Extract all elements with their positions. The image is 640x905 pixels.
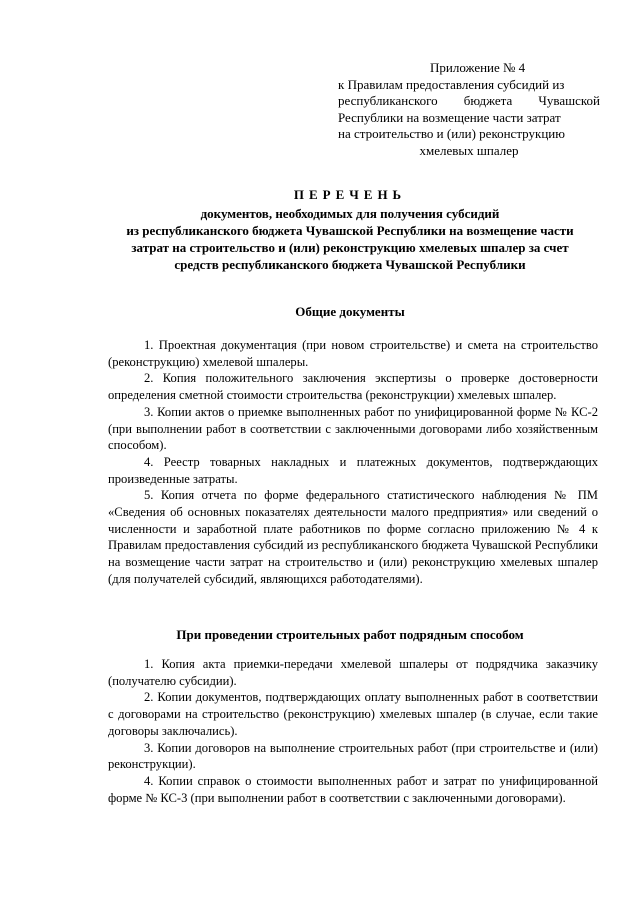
section-contract-items [108, 656, 598, 806]
list-item: 4. Копии справок о стоимости выполненных работ и затрат по унифицированной форме № КС-3 (при выполнении работ в соответствии с заключенными договорами). [108, 773, 598, 805]
title-subtitle-line: из республиканского бюджета Чувашской Республики на возмещение части [126, 223, 574, 238]
section-heading-contract: При проведении строительных работ подрядным способом [176, 627, 524, 642]
appendix-line: Республики на возмещение части затрат [338, 109, 561, 125]
appendix-line: хмелевых шпалер [419, 142, 519, 158]
section-heading-general: Общие документы [295, 304, 405, 319]
appendix-line: к Правилам предоставления субсидий из [338, 76, 565, 92]
title-subtitle-line: затрат на строительство и (или) реконструкцию хмелевых шпалер за счет [131, 240, 569, 255]
list-item: 1. Копия акта приемки-передачи хмелевой шпалеры от подрядчика заказчику (получателю субсидии). [108, 657, 598, 688]
list-item: 5. Копия отчета по форме федерального статистического наблюдения № ПМ «Сведения об основных показателях деятельности малого предприятия» или сведений о численности и заработной плате работников по форме согласно приложению № 4 к Правилам предоставления субсидий из республиканского бюджета Чувашской Республики на возмещение части затрат на строительство и (или) реконструкцию хмелевых шпалер (для получателей субсидий, являющихся работодателями). [108, 488, 598, 586]
document-title [100, 186, 600, 273]
section-general-items [108, 337, 598, 588]
list-item: 3. Копии договоров на выполнение строительных работ (при строительстве и (или) реконструкции). [108, 740, 598, 772]
appendix-note [338, 60, 600, 159]
appendix-number: Приложение № 4 [430, 60, 526, 75]
title-subtitle-line: средств республиканского бюджета Чувашской Республики [174, 257, 526, 272]
list-item: 2. Копии документов, подтверждающих оплату выполненных работ в соответствии с договорами на строительство (реконструкцию) хмелевых шпалер (в случае, если такие договоры заключались). [108, 690, 598, 738]
list-item: 4. Реестр товарных накладных и платежных документов, подтверждающих произведенные затраты. [108, 454, 598, 486]
title-heading: ПЕРЕЧЕНЬ [293, 187, 407, 202]
list-item: 2. Копия положительного заключения экспертизы о проверке достоверности определения сметной стоимости строительства (реконструкции) хмелевых шпалер. [108, 371, 598, 403]
appendix-line: республиканского бюджета Чувашской [338, 93, 600, 108]
appendix-line: на строительство и (или) реконструкцию [338, 126, 565, 141]
list-item: 1. Проектная документация (при новом строительстве) и смета на строительство (реконструкцию) хмелевой шпалеры. [108, 338, 598, 369]
list-item: 3. Копии актов о приемке выполненных работ по унифицированной форме № КС-2 (при выполнении работ в соответствии с заключенными договорами либо хозяйственным способом). [108, 404, 598, 453]
title-subtitle-line: документов, необходимых для получения субсидий [200, 206, 500, 221]
